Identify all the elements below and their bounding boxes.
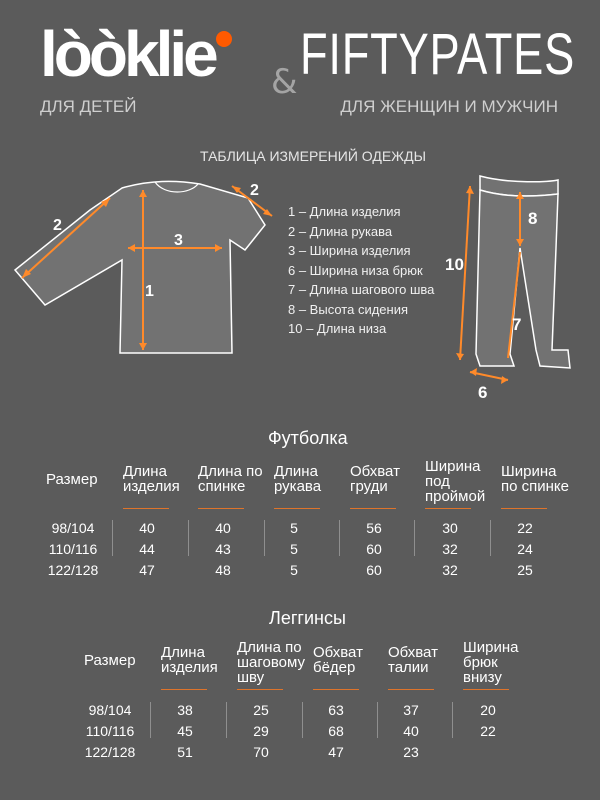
leggings-col-header: Обхват бёдер [313, 644, 363, 676]
tshirt-value-cell: 40 [139, 520, 155, 536]
shirt-label-2-left: 2 [53, 217, 62, 234]
leggings-value-cell: 51 [177, 744, 193, 760]
tshirt-value-cell: 60 [366, 541, 382, 557]
tshirt-col-header: Длина рукава [274, 463, 322, 495]
tshirt-col-header: Ширина по спинке [501, 463, 569, 495]
shirt-label-3: 3 [174, 232, 183, 249]
tshirt-value-cell: 24 [517, 541, 533, 557]
measure-legend [288, 202, 434, 339]
leggings-value-cell: 25 [253, 702, 269, 718]
tshirt-col-header: Длина изделия [123, 463, 180, 495]
pants-label-10: 10 [445, 255, 464, 274]
leggings-col-header: Обхват талии [388, 644, 438, 676]
column-divider [452, 702, 453, 738]
tshirt-value-cell: 47 [139, 562, 155, 578]
leggings-size-cell: 110/116 [85, 723, 135, 739]
legend-item: 7 – Длина шагового шва [288, 282, 435, 297]
tshirt-size-header: Размер [46, 471, 98, 488]
column-divider [414, 520, 415, 556]
pants-diagram [440, 168, 590, 408]
tshirt-value-cell: 44 [139, 541, 155, 557]
tshirt-value-cell: 60 [366, 562, 382, 578]
shirt-label-2-right: 2 [250, 182, 259, 199]
pants-label-8: 8 [528, 209, 538, 228]
tshirt-value-cell: 40 [215, 520, 231, 536]
tshirt-col-header: Ширина под проймой [425, 458, 486, 505]
tshirt-value-cell: 32 [442, 541, 458, 557]
ampersand: & [271, 62, 298, 102]
tshirt-col-header: Обхват груди [350, 463, 400, 495]
leggings-value-cell: 47 [328, 744, 344, 760]
brand-logo-looklie: lòòklie [40, 18, 215, 90]
tshirt-size-cell: 98/104 [51, 520, 95, 536]
header-underline [274, 508, 320, 509]
shirt-label-1: 1 [145, 283, 154, 300]
leggings-value-cell: 45 [177, 723, 193, 739]
tshirt-size-cell: 122/128 [47, 562, 99, 578]
legend-item: 10 – Длина низа [288, 321, 387, 336]
tshirt-value-cell: 30 [442, 520, 458, 536]
column-divider [490, 520, 491, 556]
column-divider [150, 702, 151, 738]
brand-logo-fiftypates: FIFTYPATES [300, 22, 576, 87]
pants-outline [476, 176, 570, 368]
header-underline [350, 508, 396, 509]
leggings-table-title: Леггинсы [269, 608, 346, 628]
tshirt-value-cell: 5 [290, 562, 298, 578]
pants-label-6: 6 [478, 383, 488, 402]
tshirt-col-header: Длина по спинке [198, 463, 263, 495]
column-divider [377, 702, 378, 738]
leggings-value-cell: 20 [480, 702, 496, 718]
leggings-value-cell: 68 [328, 723, 344, 739]
header-underline [388, 689, 434, 690]
pants-label-7: 7 [512, 315, 522, 334]
leggings-value-cell: 22 [480, 723, 496, 739]
tshirt-value-cell: 5 [290, 520, 298, 536]
column-divider [226, 702, 227, 738]
logo-dot-icon [216, 31, 232, 47]
leggings-size-cell: 98/104 [88, 702, 132, 718]
subtitle-adults: ДЛЯ ЖЕНЩИН И МУЖЧИН [340, 97, 558, 116]
legend-item: 3 – Ширина изделия [288, 243, 411, 258]
header-underline [123, 508, 169, 509]
leggings-size-cell: 122/128 [84, 744, 136, 760]
tshirt-value-cell: 25 [517, 562, 533, 578]
tshirt-value-cell: 56 [366, 520, 382, 536]
column-divider [188, 520, 189, 556]
leggings-value-cell: 70 [253, 744, 269, 760]
tshirt-size-cell: 110/116 [48, 541, 98, 557]
shirt-outline [15, 181, 265, 353]
tshirt-value-cell: 22 [517, 520, 533, 536]
legend-item: 6 – Ширина низа брюк [288, 262, 423, 278]
shirt-diagram [10, 170, 290, 360]
leggings-value-cell: 63 [328, 702, 344, 718]
leggings-col-header: Длина изделия [161, 644, 218, 676]
leggings-size-header: Размер [84, 652, 136, 669]
leggings-col-header: Длина по шаговому шву [237, 639, 305, 686]
leggings-value-cell: 38 [177, 702, 193, 718]
header-underline [425, 508, 471, 509]
header-underline [313, 689, 359, 690]
leggings-col-header: Ширина брюк внизу [463, 639, 519, 686]
header-underline [161, 689, 207, 690]
legend-item: 1 – Длина изделия [288, 204, 401, 219]
leggings-value-cell: 40 [403, 723, 419, 739]
tshirt-value-cell: 43 [215, 541, 231, 557]
header-underline [463, 689, 509, 690]
tshirt-table-title: Футболка [268, 428, 348, 448]
tshirt-value-cell: 32 [442, 562, 458, 578]
tshirt-value-cell: 5 [290, 541, 298, 557]
column-divider [339, 520, 340, 556]
legend-item: 2 – Длина рукава [288, 223, 393, 239]
leggings-value-cell: 23 [403, 744, 419, 760]
header-underline [237, 689, 283, 690]
legend-item: 8 – Высота сидения [288, 301, 408, 317]
leggings-value-cell: 37 [403, 702, 419, 718]
subtitle-kids: ДЛЯ ДЕТЕЙ [40, 97, 137, 116]
measure-chart-title: ТАБЛИЦА ИЗМЕРЕНИЙ ОДЕЖДЫ [200, 148, 426, 164]
header-underline [198, 508, 244, 509]
column-divider [302, 702, 303, 738]
tshirt-value-cell: 48 [215, 562, 231, 578]
header-underline [501, 508, 547, 509]
leggings-value-cell: 29 [253, 723, 269, 739]
